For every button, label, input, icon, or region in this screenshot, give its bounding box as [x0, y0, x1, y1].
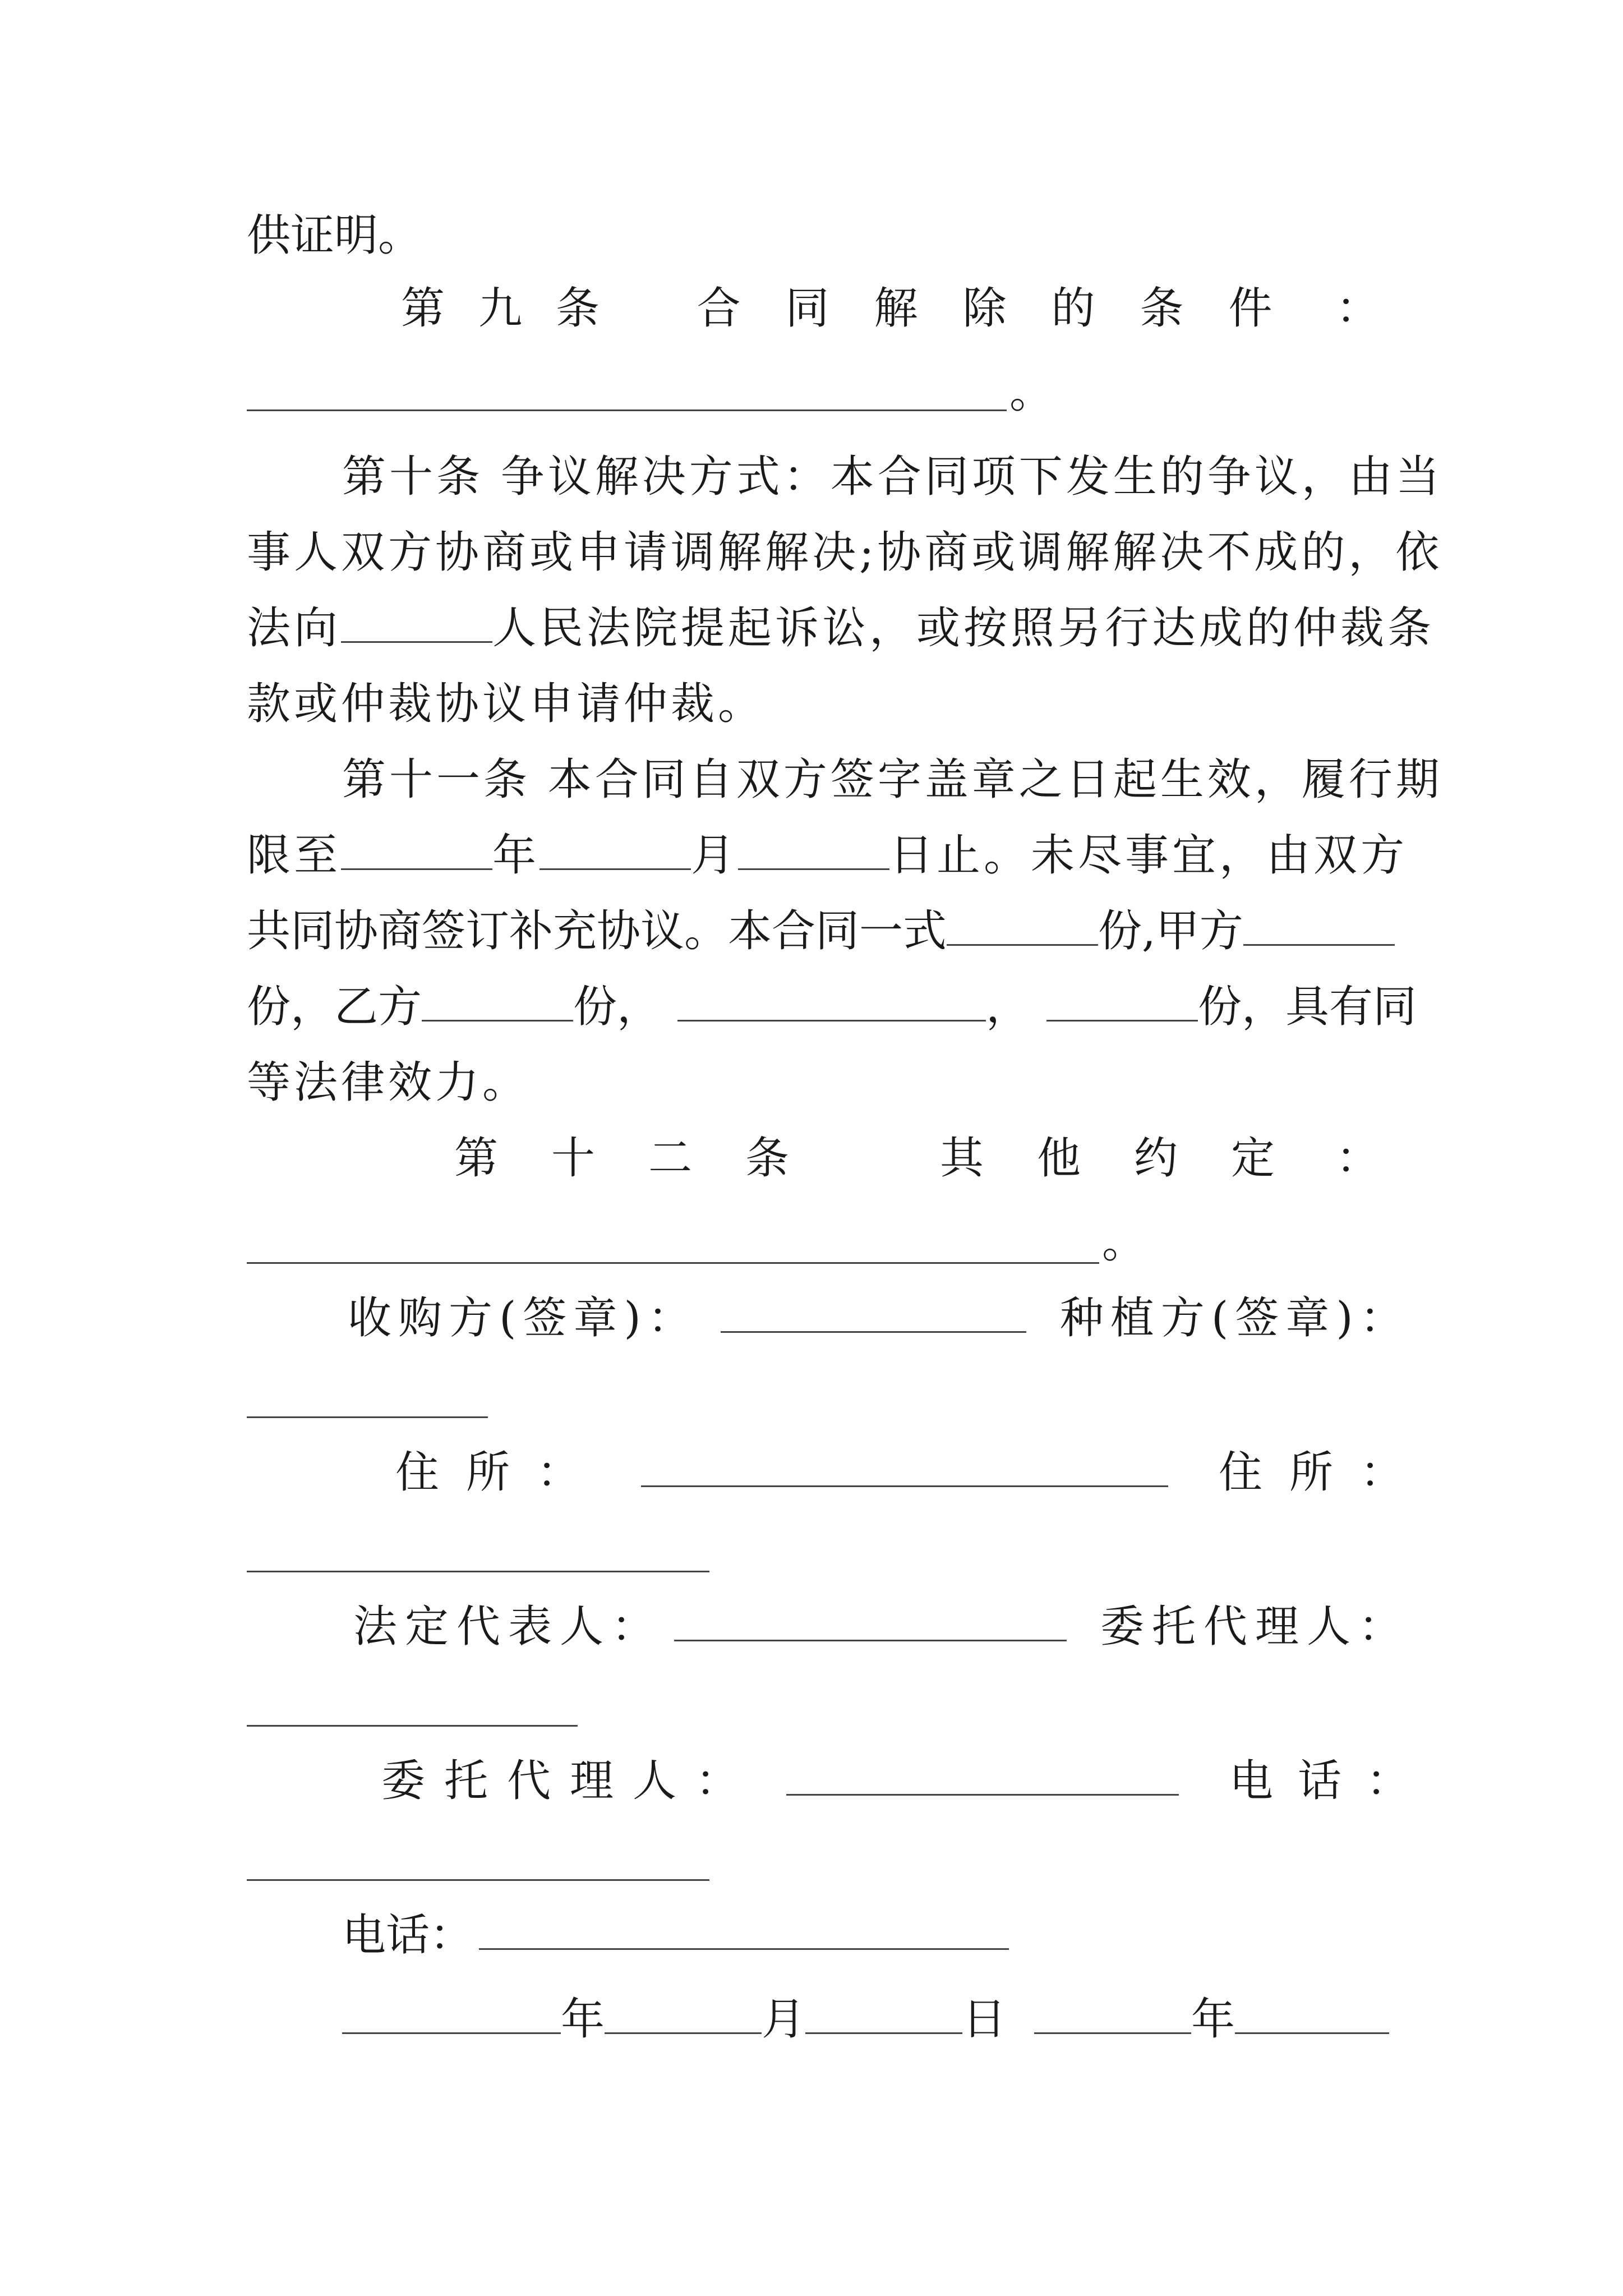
buyer-phone-label: 电话： [342, 1910, 474, 1961]
signature-row-1 [348, 1285, 1410, 1352]
period-mark: 。 [1102, 1217, 1146, 1268]
grower-year-label: 年 [1191, 1994, 1235, 2045]
grower-label: 种植方(签章)： [1059, 1293, 1410, 1343]
blank-year[interactable] [341, 868, 492, 870]
article-12-label: 第十二条 [454, 1133, 843, 1184]
grower-agent-field[interactable] [247, 1725, 578, 1727]
article-11-line-2 [247, 822, 1408, 889]
grower-address-field[interactable] [247, 1571, 709, 1572]
buyer-date-year[interactable] [342, 2032, 561, 2034]
buyer-month-label: 月 [762, 1994, 806, 2045]
signature-row-5 [342, 1902, 1380, 1969]
article-11-ending: 份，具有同 [1198, 982, 1417, 1032]
buyer-label: 收购方(签章)： [348, 1293, 698, 1343]
blank-party-b-copies[interactable] [422, 1019, 573, 1022]
blank-month[interactable] [540, 868, 691, 870]
date-row [342, 1986, 1380, 2053]
blank-other-agreements[interactable] [247, 1262, 1099, 1264]
copies-label: 份， [573, 982, 661, 1032]
grower-phone-field[interactable] [247, 1879, 709, 1881]
grower-address-label: 住所： [1219, 1447, 1431, 1498]
article-11-line-3 [247, 898, 1380, 965]
article-9-text: 合同解除的条件 [697, 283, 1317, 334]
comma-mark: ， [986, 982, 1030, 1032]
party-b-copies-label: 份，乙方 [247, 982, 422, 1032]
article-10-line-4: 款或仲裁协议申请仲裁。 [247, 679, 766, 729]
buyer-date-day[interactable] [805, 2032, 962, 2034]
grower-phone-label: 电话： [1229, 1756, 1435, 1806]
blank-total-copies[interactable] [947, 944, 1098, 946]
grower-date-year[interactable] [1034, 2032, 1191, 2034]
article-9-label: 第九条 [401, 283, 634, 334]
signature-row-4 [381, 1747, 1435, 1815]
signature-row-2 [395, 1439, 1431, 1506]
blank-termination-conditions[interactable] [247, 409, 1007, 411]
signature-row-3 [353, 1593, 1410, 1660]
article-10-line-1: 第十条 争议解决方式：本合同项下发生的争议，由当 [342, 452, 1443, 502]
article-12-text: 其他约定 [939, 1133, 1328, 1184]
article-11-line-1: 第十一条 本合同自双方签字盖章之日起生效，履行期 [342, 754, 1443, 805]
legal-representative-label: 法定代表人： [353, 1602, 663, 1652]
buyer-year-label: 年 [561, 1994, 605, 2045]
grower-date-month[interactable] [1235, 2032, 1389, 2034]
article-11-suffix: 日止。未尽事宜，由双方 [889, 830, 1408, 881]
article-11-prefix: 限至 [247, 830, 342, 881]
year-label: 年 [492, 830, 540, 881]
buyer-day-label: 日 [962, 1994, 1007, 2045]
article-11-line-5: 等法律效力。 [247, 1057, 530, 1108]
blank-party-a-copies[interactable] [1243, 944, 1395, 946]
article-12-heading [454, 1125, 1380, 1192]
buyer-date-month[interactable] [605, 2032, 762, 2034]
buyer-agent-label: 委托代理人： [381, 1756, 759, 1806]
article-10-line-2: 事人双方协商或申请调解解决;协商或调解解决不成的，依 [247, 527, 1443, 578]
article-10-line-3 [247, 595, 1435, 662]
buyer-agent-field[interactable] [786, 1793, 1179, 1796]
article-12-colon: ： [1335, 1133, 1380, 1184]
blank-other-copies[interactable] [1046, 1019, 1198, 1022]
article-9-heading [401, 275, 1380, 342]
grower-signature-field[interactable] [247, 1416, 488, 1418]
buyer-signature-field[interactable] [721, 1331, 1026, 1333]
article-11-line-4 [247, 973, 1417, 1041]
period-mark: 。 [1009, 367, 1054, 418]
buyer-address-label: 住所： [395, 1447, 608, 1498]
buyer-phone-field[interactable] [479, 1948, 1009, 1950]
blank-court-name[interactable] [341, 641, 492, 643]
month-label: 月 [691, 830, 739, 881]
article-11-copies-text: 共同协商签订补充协议。本合同一式 [247, 906, 947, 956]
article-10-prefix: 法向 [247, 603, 342, 654]
article-9-colon: ： [1335, 283, 1380, 334]
grower-agent-label: 委托代理人： [1100, 1602, 1410, 1652]
legal-representative-field[interactable] [674, 1639, 1067, 1641]
blank-day[interactable] [738, 868, 889, 870]
buyer-address-field[interactable] [641, 1485, 1168, 1487]
line-proof: 供证明。 [247, 210, 422, 261]
party-a-copies-label: 份,甲方 [1098, 906, 1243, 956]
article-10-suffix: 人民法院提起诉讼，或按照另行达成的仲裁条 [492, 603, 1435, 654]
blank-other-party[interactable] [677, 1019, 986, 1022]
